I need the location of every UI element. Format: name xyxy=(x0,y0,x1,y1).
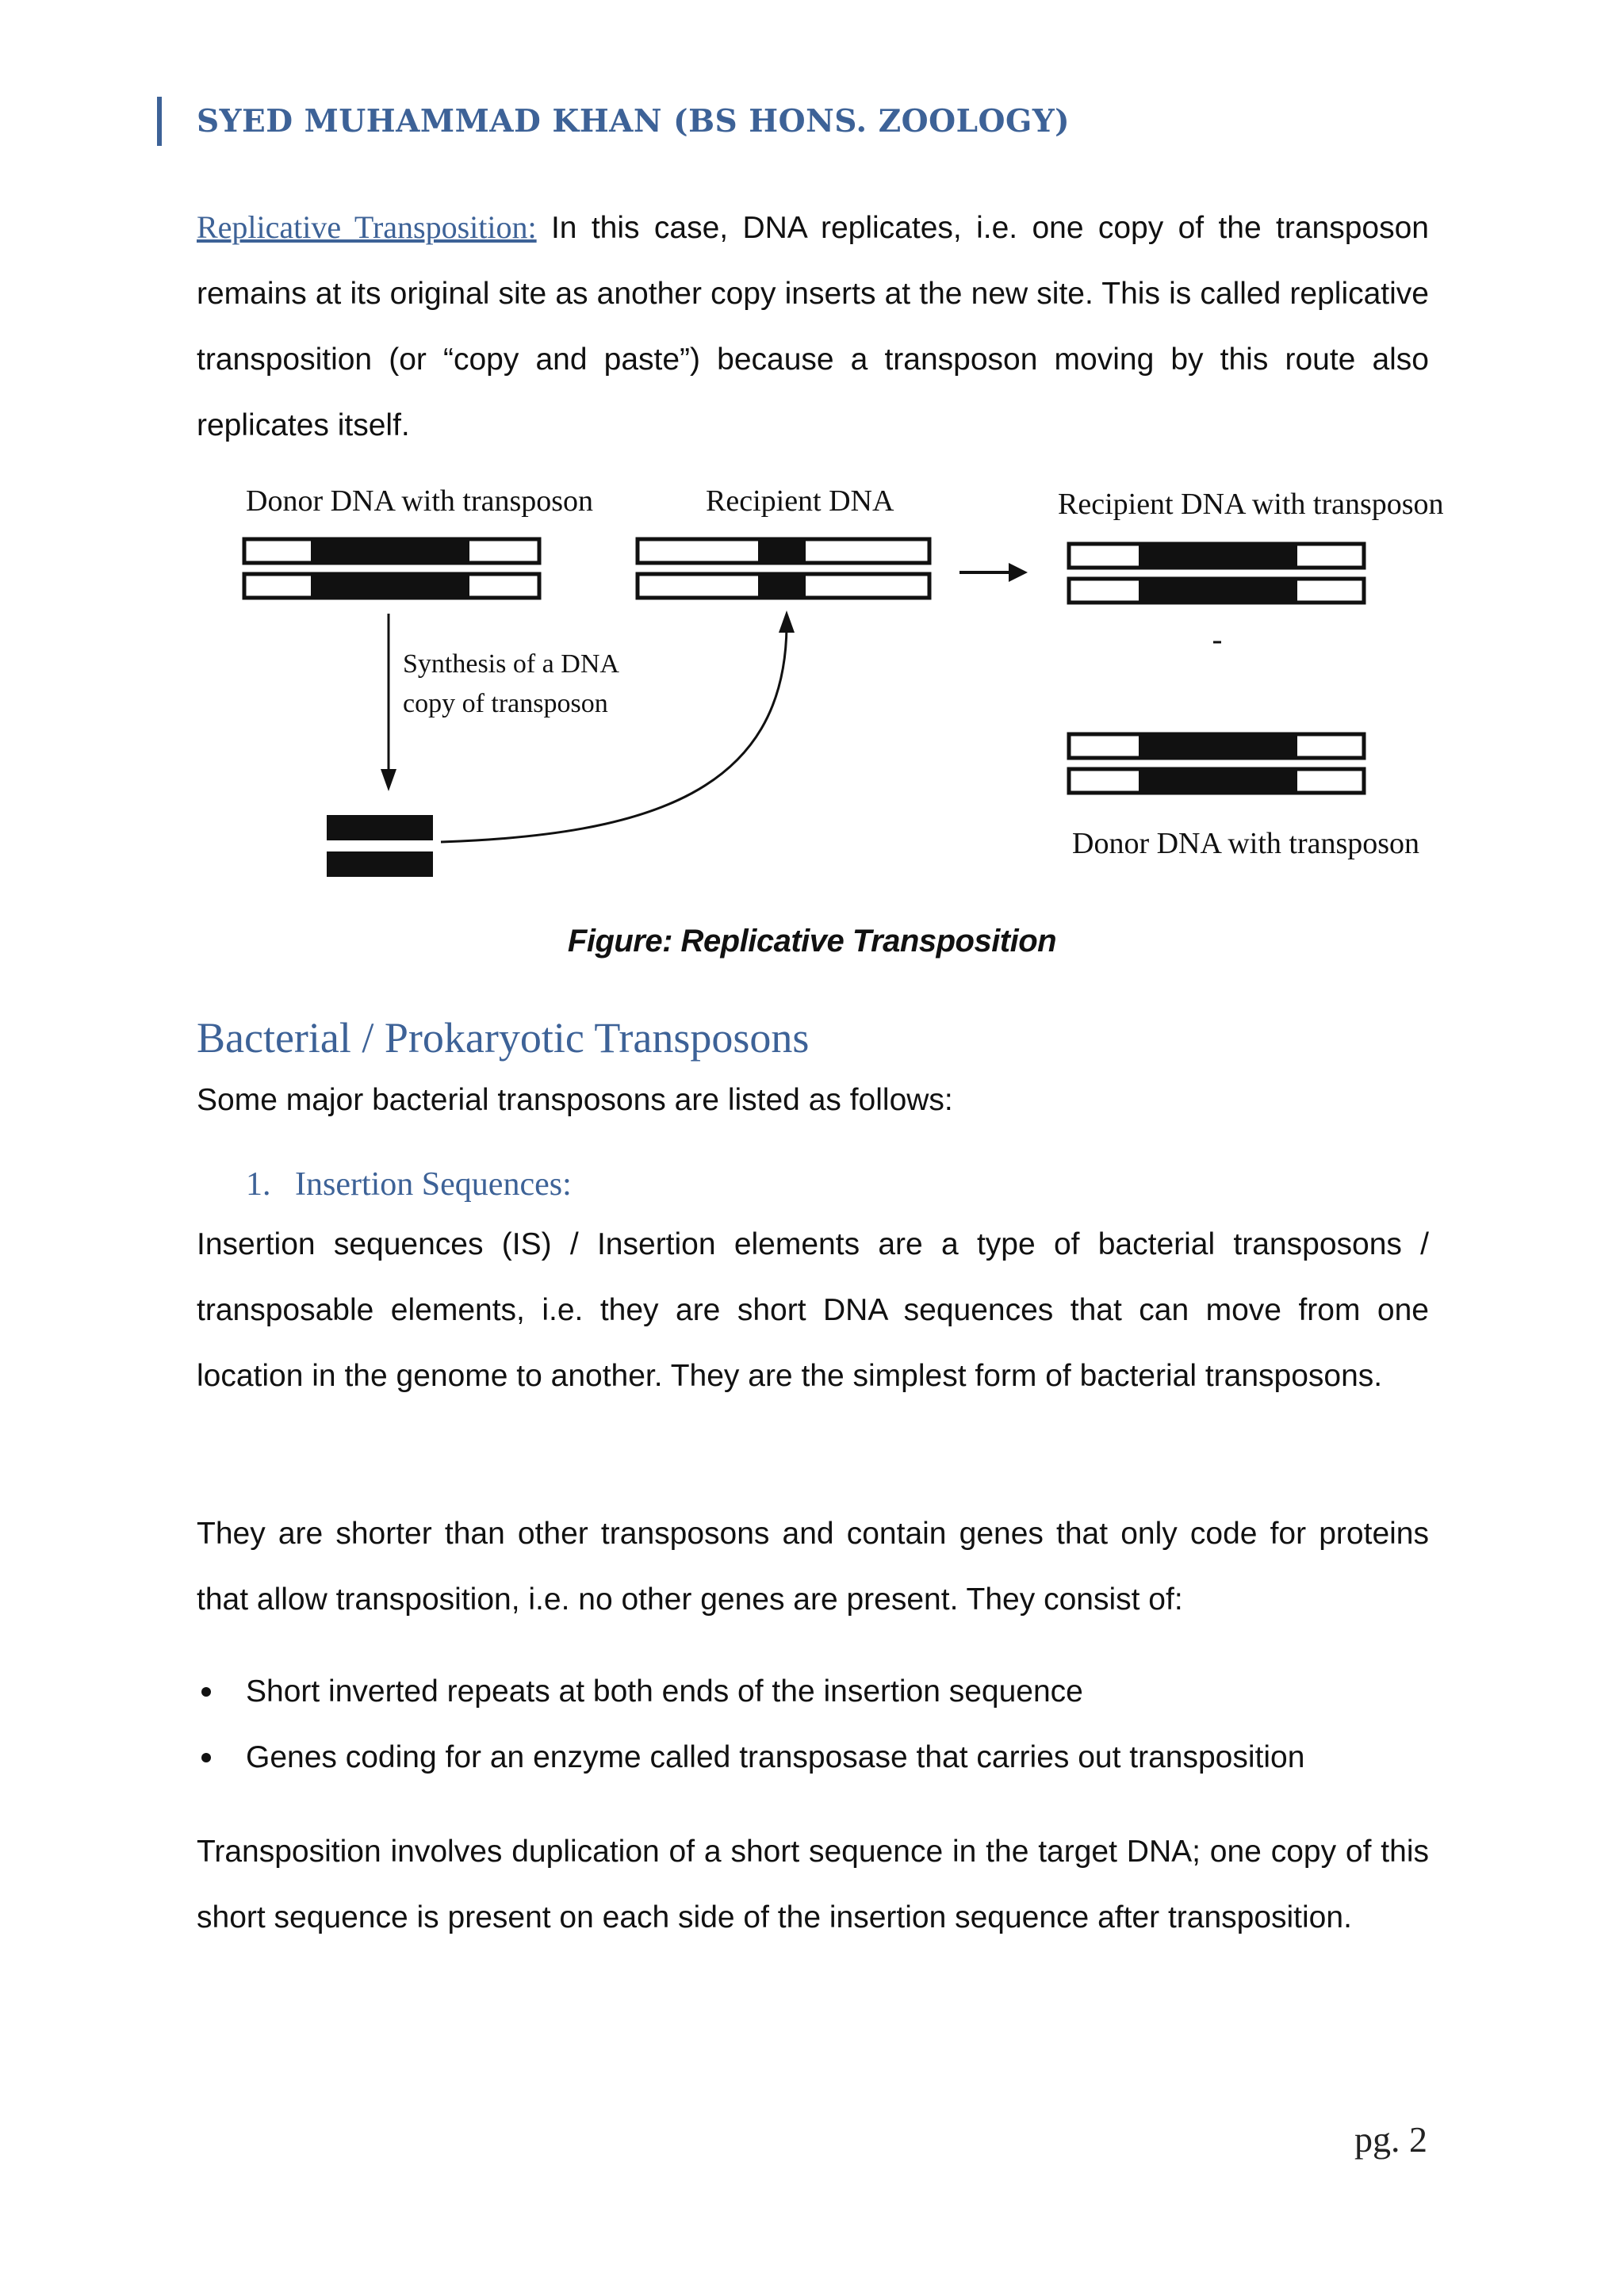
insertion-sequences-heading xyxy=(246,1165,572,1203)
replicative-paragraph xyxy=(197,194,1429,458)
replicative-text: In this case, DNA replicates, i.e. one copy of the transposon remains at its original site as another copy inserts at the new site. This is called replicative transposition (or “copy and paste”) because a transposon moving by this route also replicates itself. xyxy=(197,211,1429,442)
list-item xyxy=(197,1659,1429,1724)
insertion-paragraph-3: Transposition involves duplication of a short sequence in the target DNA; one copy of this short sequence is present on each side of the insertion sequence after transposition. xyxy=(197,1835,1429,1934)
list-item-text: Genes coding for an enzyme called transposase that carries out transposition xyxy=(246,1740,1305,1774)
replicative-section xyxy=(197,194,1429,458)
components-list xyxy=(197,1659,1429,1790)
page-number: pg. 2 xyxy=(1354,2119,1427,2160)
label-donor-dna: Donor DNA with transposon xyxy=(246,484,594,518)
insertion-paragraph-2: They are shorter than other transposons and contain genes that only code for proteins that allow transposition, i.e. no other genes are present. They consist of: xyxy=(197,1517,1429,1617)
insertion-para1-block xyxy=(197,1211,1429,1409)
replicative-heading: Replicative Transposition: xyxy=(197,209,537,245)
synthesis-arrow xyxy=(381,614,396,791)
donor-dna-strands xyxy=(244,539,539,598)
insertion-curved-arrow xyxy=(441,610,795,842)
donor-after-strands xyxy=(1069,734,1364,793)
result-arrow xyxy=(959,563,1028,582)
list-item xyxy=(197,1724,1429,1790)
insertion-para2-block xyxy=(197,1501,1429,1632)
recipient-dna-strands xyxy=(638,539,929,598)
header-title: SYED MUHAMMAD KHAN (BS HONS. ZOOLOGY) xyxy=(197,103,1071,140)
insertion-paragraph-1: Insertion sequences (IS) / Insertion elements are a type of bacterial transposons / transposable elements, i.e. they are short DNA sequences that can move from one location in the genome to another. They are the simplest form of bacterial transposons. xyxy=(197,1227,1429,1393)
figure-diagram xyxy=(238,474,1444,886)
label-recipient-dna: Recipient DNA xyxy=(706,484,894,518)
label-synthesis-line2: copy of transposon xyxy=(403,689,608,718)
label-recipient-with-transposon: Recipient DNA with transposon xyxy=(1058,488,1444,521)
recipient-with-transposon-strands xyxy=(1069,544,1364,603)
transposon-copy xyxy=(327,815,433,877)
section-heading: Bacterial / Prokaryotic Transposons xyxy=(197,1014,810,1062)
bullet-icon xyxy=(201,1753,211,1762)
figure-caption: Figure: Replicative Transposition xyxy=(567,924,1057,959)
replicative-transposition-figure xyxy=(238,474,1444,886)
heading-number: 1. xyxy=(246,1166,271,1203)
section-intro: Some major bacterial transposons are listed as follows: xyxy=(197,1083,953,1117)
page-header xyxy=(157,97,1070,146)
heading-text: Insertion Sequences: xyxy=(295,1166,572,1203)
bullet-icon xyxy=(201,1687,211,1697)
label-synthesis-line1: Synthesis of a DNA xyxy=(403,649,619,679)
label-donor-after: Donor DNA with transposon xyxy=(1072,827,1420,860)
insertion-para3-block xyxy=(197,1819,1429,1950)
list-item-text: Short inverted repeats at both ends of the insertion sequence xyxy=(246,1674,1083,1709)
